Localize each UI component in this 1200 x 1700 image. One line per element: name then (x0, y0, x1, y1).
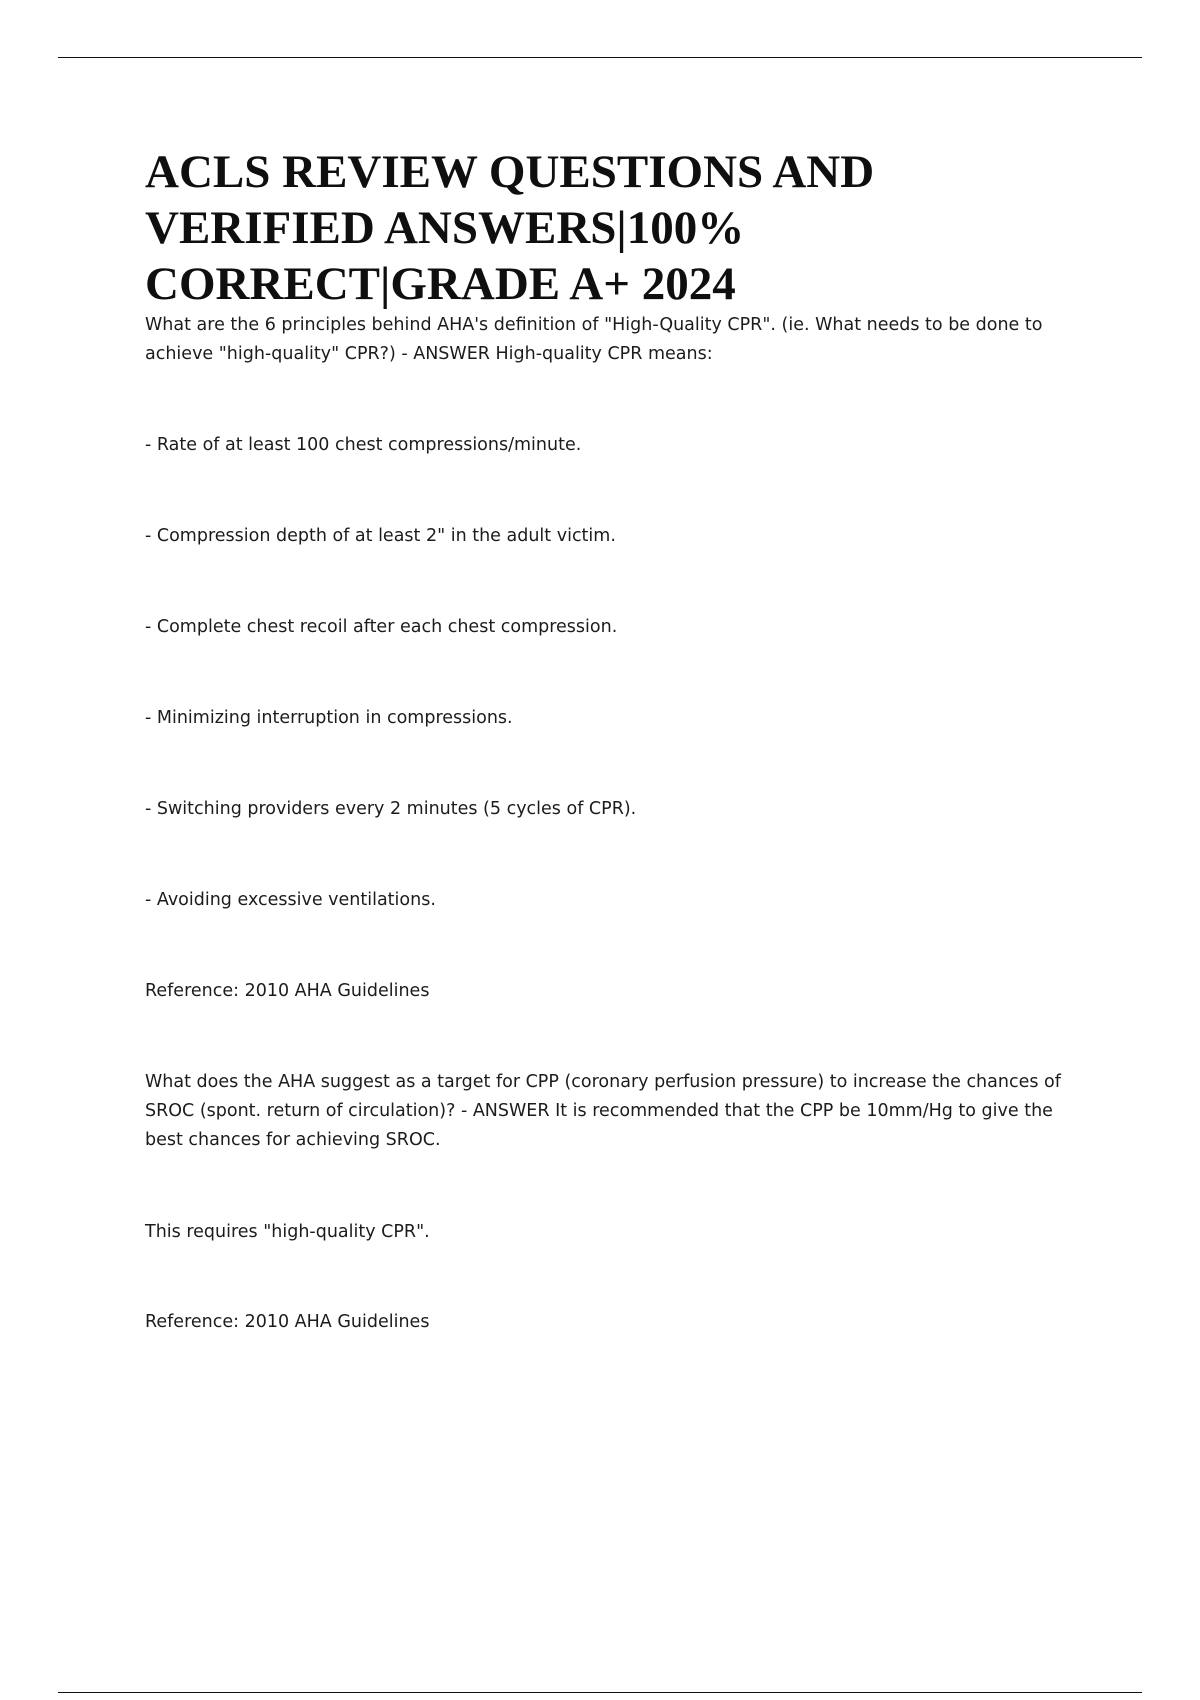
question-2-text: What does the AHA suggest as a target for CPP (coronary perfusion pressure) to increase the chances of SROC (spont. return of circulation)? - ANSWER It is recommended that the CPP be 10mm/Hg to give the best chances for achieving SROC. (145, 1072, 1061, 1150)
question-2-reference: Reference: 2010 AHA Guidelines (145, 1312, 430, 1332)
answer-item-ventilations: - Avoiding excessive ventilations. (145, 890, 436, 910)
answer-item-interruptions: - Minimizing interruption in compressions. (145, 708, 513, 728)
answer-item-depth: - Compression depth of at least 2" in the adult victim. (145, 526, 616, 546)
question-1-text: What are the 6 principles behind AHA's definition of "High-Quality CPR". (ie. What needs to be done to achieve "high-quality" CPR?) - ANSWER High-quality CPR means: (145, 315, 1043, 364)
document-title (145, 144, 1105, 312)
answer-item-recoil: - Complete chest recoil after each chest compression. (145, 617, 618, 637)
bottom-rule (58, 1692, 1142, 1693)
top-rule (58, 57, 1142, 58)
answer-item-switching: - Switching providers every 2 minutes (5 cycles of CPR). (145, 799, 637, 819)
title-line-1: ACLS REVIEW QUESTIONS AND (145, 146, 875, 198)
title-line-3: CORRECT|GRADE A+ 2024 (145, 258, 736, 310)
title-line-2: VERIFIED ANSWERS|100% (145, 202, 745, 254)
answer-item-rate: - Rate of at least 100 chest compressions/minute. (145, 435, 582, 455)
question-1-reference: Reference: 2010 AHA Guidelines (145, 981, 430, 1001)
question-2-note: This requires "high-quality CPR". (145, 1222, 430, 1242)
